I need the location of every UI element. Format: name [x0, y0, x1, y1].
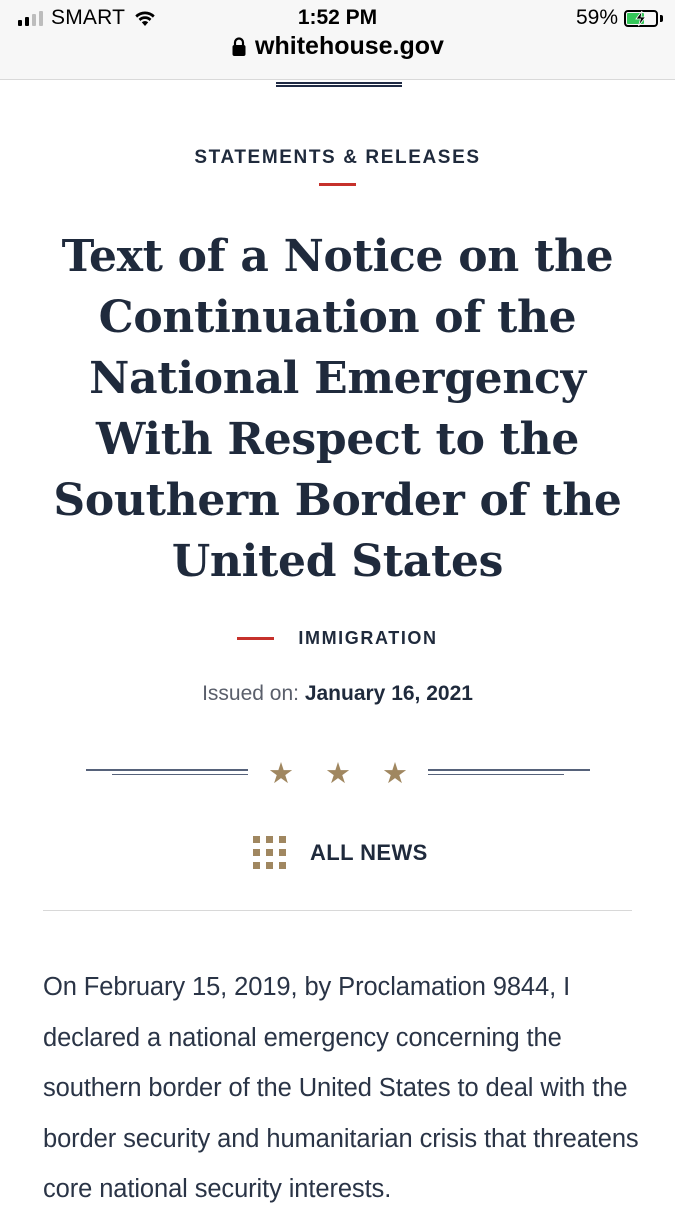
stars-row	[268, 756, 408, 790]
url-bar[interactable]	[0, 32, 675, 61]
battery-charging-icon	[624, 10, 658, 27]
all-news-link[interactable]	[253, 836, 428, 869]
tag-accent-rule	[237, 637, 274, 640]
category-link[interactable]: STATEMENTS & RELEASES	[194, 147, 481, 168]
battery-percent: 59%	[575, 6, 618, 29]
article-body-paragraph: On February 15, 2019, by Proclamation 9844, I declared a national emergency concerning the southern border of the United States to deal with the border security and humanitarian crisis that threatens core national security interests.	[43, 973, 639, 1203]
bolt-icon	[626, 10, 656, 27]
status-time: 1:52 PM	[297, 6, 378, 29]
star-icon: ★	[382, 756, 408, 790]
status-right	[576, 6, 663, 30]
star-divider	[86, 756, 590, 790]
url-text[interactable]: whitehouse.gov	[255, 32, 444, 60]
issued-date-value: January 16, 2021	[304, 682, 473, 705]
header-underline	[276, 82, 402, 86]
tag-immigration[interactable]: IMMIGRATION	[298, 628, 438, 648]
section-divider	[43, 910, 632, 911]
lock-icon	[231, 37, 247, 57]
issued-label: Issued on:	[202, 682, 299, 705]
all-news-label[interactable]: ALL NEWS	[310, 839, 428, 865]
status-bar	[0, 0, 675, 80]
issued-date	[0, 682, 675, 706]
star-icon: ★	[268, 756, 294, 790]
battery-cap	[660, 15, 663, 22]
star-icon: ★	[325, 756, 351, 790]
category-accent-rule	[319, 183, 356, 186]
page-title: Text of a Notice on the Continuation of the National Emergency With Respect to the Southern Border of the United States	[53, 231, 622, 587]
divider-line-right	[428, 769, 590, 775]
grid-icon	[253, 836, 286, 869]
tag-row	[0, 628, 675, 649]
carrier-name: SMART	[51, 6, 126, 29]
divider-line-left	[86, 769, 248, 775]
